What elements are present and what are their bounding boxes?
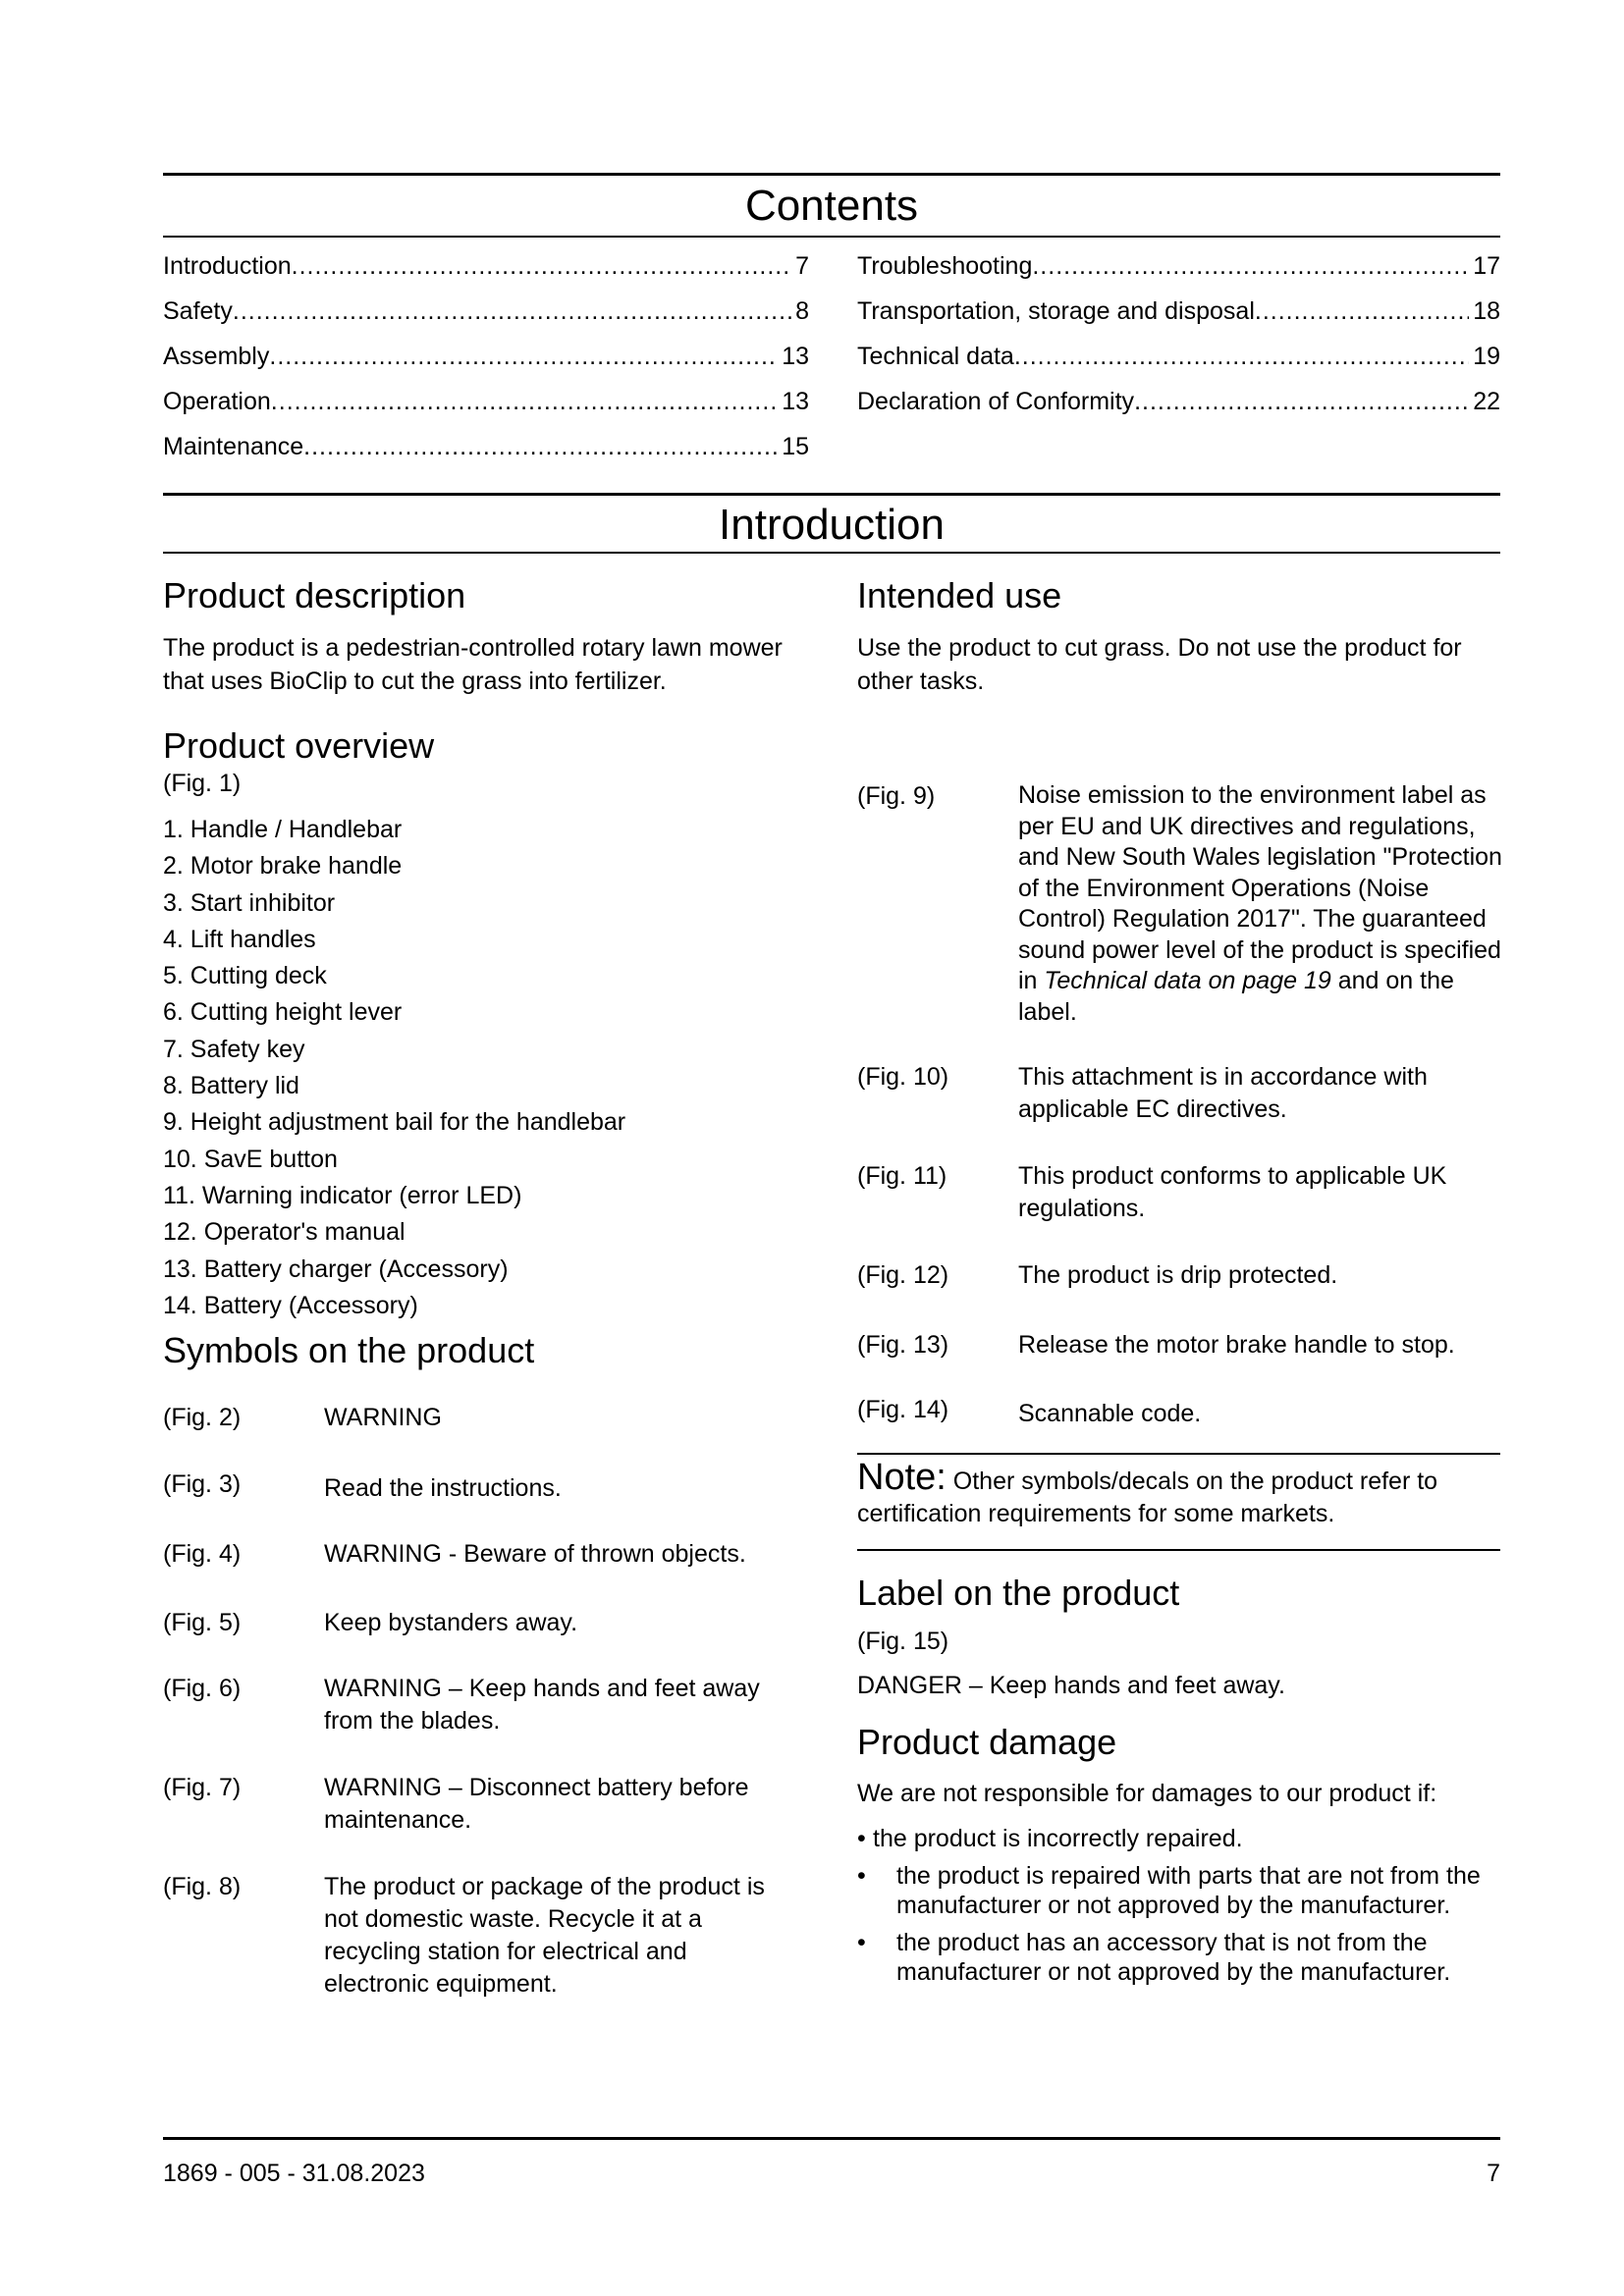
footer-doc-id: 1869 - 005 - 31.08.2023 [163, 2160, 425, 2187]
toc-entry-maintenance[interactable]: Maintenance ..... 15 [163, 424, 809, 469]
toc-entry-safety[interactable]: Safety ..... 8 [163, 289, 809, 334]
note-top-rule [857, 1453, 1500, 1455]
list-item: • the product has an accessory that is not from the manufacturer or not approved by the manufacturer. [857, 1929, 1451, 1986]
list-item: 5. Cutting deck [163, 962, 327, 990]
note-bottom-rule [857, 1549, 1500, 1551]
product-overview-fig: (Fig. 1) [163, 770, 242, 797]
footer-page-number: 7 [1487, 2160, 1500, 2187]
note-label: Note: [857, 1457, 947, 1498]
list-item: 11. Warning indicator (error LED) [163, 1181, 522, 1209]
introduction-bottom-rule [163, 552, 1500, 554]
product-overview-list [163, 812, 625, 1324]
toc-entry-troubleshooting[interactable]: Troubleshooting ..... 17 [857, 243, 1500, 289]
contents-bottom-rule [163, 236, 1500, 238]
list-item: 12. Operator's manual [163, 1218, 406, 1247]
list-item: 3. Start inhibitor [163, 888, 336, 917]
list-item: 4. Lift handles [163, 925, 316, 953]
note-text: Other symbols/decals on the product refer to certification requirements for some markets. [857, 1468, 1438, 1527]
list-item: • the product is repaired with parts that are not from the manufacturer or not approved by the manufacturer. [857, 1862, 1481, 1919]
product-overview-heading: Product overview [163, 725, 435, 766]
introduction-title: Introduction [719, 501, 945, 549]
toc-entry-assembly[interactable]: Assembly ..... 13 [163, 334, 809, 379]
symbols-heading: Symbols on the product [163, 1330, 535, 1370]
product-description-text: The product is a pedestrian-controlled rotary lawn mower that uses BioClip to cut the grass into fertilizer. [163, 634, 783, 695]
toc-left-column [163, 243, 809, 469]
toc-right-column [857, 243, 1500, 424]
product-description-heading: Product description [163, 575, 466, 615]
list-item: 8. Battery lid [163, 1072, 299, 1100]
list-item: 9. Height adjustment bail for the handlebar [163, 1108, 626, 1137]
product-damage-heading: Product damage [857, 1722, 1117, 1762]
technical-data-link[interactable]: Technical data on page 19 [1044, 967, 1331, 994]
intended-use-text: Use the product to cut grass. Do not use the product for other tasks. [857, 634, 1462, 695]
toc-entry-technical-data[interactable]: Technical data ..... 19 [857, 334, 1500, 379]
list-item: 14. Battery (Accessory) [163, 1291, 418, 1319]
label-on-product-fig: (Fig. 15) [857, 1628, 949, 1655]
list-item: 13. Battery charger (Accessory) [163, 1255, 509, 1283]
toc-entry-declaration[interactable]: Declaration of Conformity ..... 22 [857, 379, 1500, 424]
note-box [857, 1457, 1486, 1530]
footer-rule [163, 2137, 1500, 2140]
manual-page: Contents Introduction ..... 7 Safety ..... 8 Assembly ..... 13 Operation ..... 13 Maintenance ..... 15 Troubleshooting ..... 17 Transportation, storage and disposal ..... 18 Technical data ..... 19 Declaration of Conformity ..... 22 Introduction Product description The product is a pedestrian-controlled rotary lawn mower that uses BioClip to cut the grass into fertilizer. Product overview (Fig. 1) 1. Handle / Handlebar 2. Motor brake handle 3. Start inhibitor 4. Lift handles 5. Cutting deck 6. Cutting height lever 7. Safety key 8. Battery lid 9. Height adjustment bail for the handlebar 10. SavE button 11. Warning indicator (error LED) 12. Operator's manual 13. Battery charger (Accessory) 14. Battery (Accessory) Symbols on the product (Fig. 2) WARNING (Fig. 3) Read the instructions. (Fig. 4) WARNING - Beware of thrown objects. (Fig. 5) Keep bystanders away. (Fig. 6) WARNING – Keep hands and feet away from the blades. (Fig. 7) WARNING – Disconnect battery before maintenance. (Fig. 8) The product or package of the product is not domestic waste. Recycle it at a recycling station for electrical and electronic equipment. Intended use Use the product to cut grass. Do not use the product for other tasks. (Fig. 9) Noise emission to the environment label as per EU and UK directives and regulations, and New South Wales legislation "Protection of the Environment Operations (Noise Control) Regulation 2017". The guaranteed sound power level of the product is specified in Technical data on page 19 and on the label. (Fig. 10) This attachment is in accordance with applicable EC directives. (Fig. 11) This product conforms to applicable UK regulations. (Fig. 12) The product is drip protected. (Fig. 13) Release the motor brake handle to stop. (Fig. 14) Scannable code. Note: Other symbols/decals on the product refer to certification requirements for some markets. Label on the product (Fig. 15) DANGER – Keep hands and feet away. Product damage We are not responsible for damages to our product if: • the product is incorrectly repaired. • the product is repaired with parts that are not from the manufacturer or not approved by the manufacturer. • the product has an accessory that is not from the manufacturer or not approved by the manufacturer. 1869 - 005 - 31.08.2023 7 [163, 0, 1500, 2296]
list-item: 7. Safety key [163, 1035, 305, 1063]
label-on-product-heading: Label on the product [857, 1573, 1180, 1613]
label-on-product-text: DANGER – Keep hands and feet away. [857, 1672, 1285, 1699]
toc-entry-introduction[interactable]: Introduction ..... 7 [163, 243, 809, 289]
list-item: 10. SavE button [163, 1145, 338, 1173]
toc-entry-operation[interactable]: Operation ..... 13 [163, 379, 809, 424]
list-item: 6. Cutting height lever [163, 998, 403, 1027]
list-item: 1. Handle / Handlebar [163, 816, 403, 843]
product-damage-intro: We are not responsible for damages to our product if: [857, 1780, 1437, 1807]
list-item: • the product is incorrectly repaired. [857, 1825, 1243, 1852]
list-item: 2. Motor brake handle [163, 852, 403, 881]
contents-top-rule [163, 173, 1500, 176]
product-damage-list [857, 1824, 1525, 1995]
intended-use-heading: Intended use [857, 575, 1062, 615]
toc-entry-transportation[interactable]: Transportation, storage and disposal ..... 18 [857, 289, 1500, 334]
contents-title: Contents [744, 182, 919, 230]
